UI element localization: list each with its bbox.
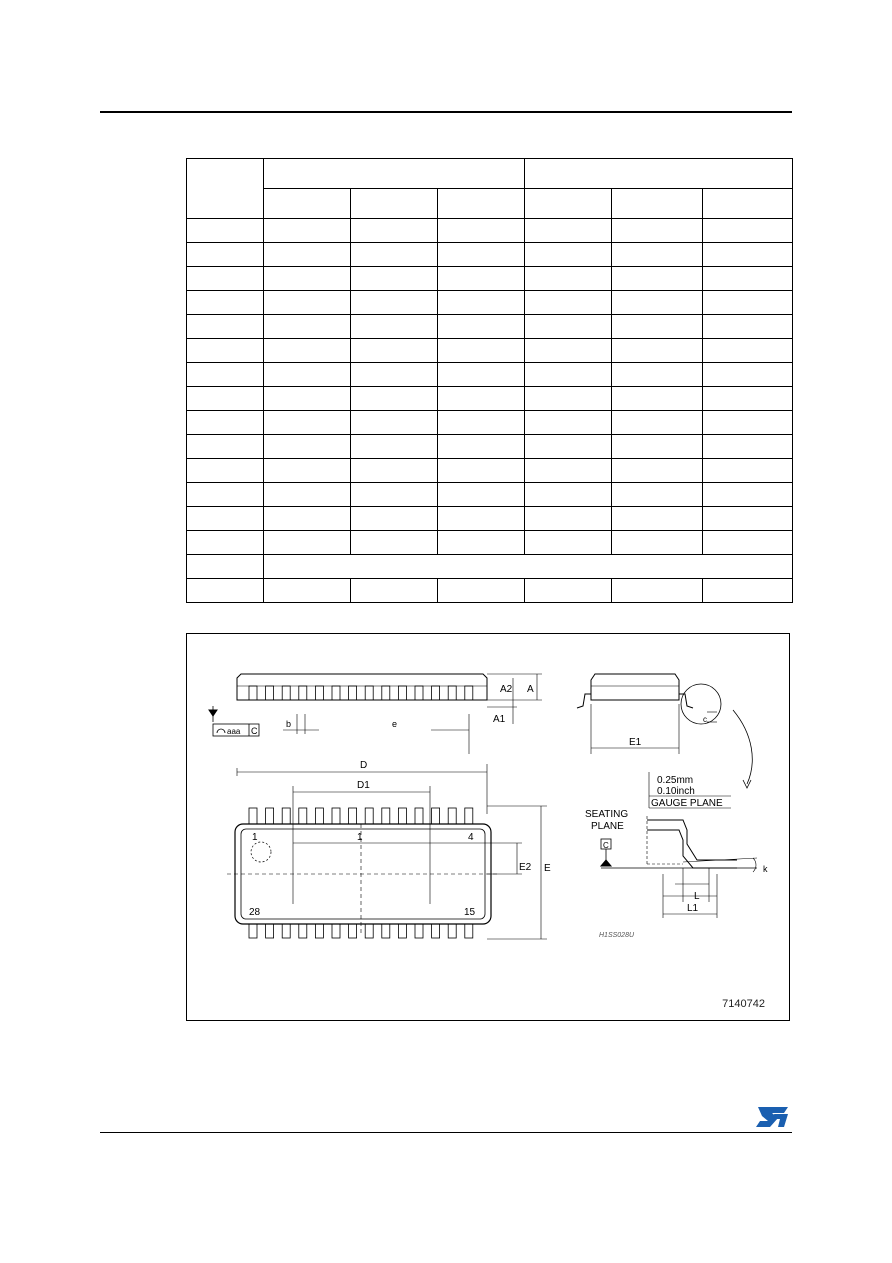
elevation-lead <box>332 686 340 700</box>
pin-15-label: 15 <box>464 907 476 918</box>
plan-lead-top <box>432 808 440 824</box>
dim-d-label: D <box>360 760 368 771</box>
elevation-lead <box>448 686 456 700</box>
table-row-merged <box>187 555 793 579</box>
drawing-id: 7140742 <box>722 998 765 1010</box>
header-rule <box>100 111 792 113</box>
table-row <box>187 483 793 507</box>
pin-28-label: 28 <box>249 907 261 918</box>
plan-lead-bottom <box>349 924 357 938</box>
plan-view <box>227 764 547 939</box>
plan-leads-top <box>249 808 473 824</box>
mm-group-header <box>264 159 525 189</box>
dim-e-pitch-label: e <box>392 719 398 729</box>
elevation-lead <box>398 686 406 700</box>
dim-l-label: L <box>694 891 700 902</box>
gauge-mm-label: 0.25mm <box>657 775 694 786</box>
table-row <box>187 507 793 531</box>
plan-lead-top <box>365 808 373 824</box>
plan-lead-bottom <box>249 924 257 938</box>
plan-lead-bottom <box>465 924 473 938</box>
gauge-plane-label: GAUGE PLANE <box>651 798 723 809</box>
detail-sub-id: H1SS028U <box>599 932 635 939</box>
elevation-lead <box>282 686 290 700</box>
plan-lead-top <box>332 808 340 824</box>
plan-lead-top <box>282 808 290 824</box>
elevation-lead <box>315 686 323 700</box>
plan-lead-bottom <box>282 924 290 938</box>
table-row <box>187 267 793 291</box>
plan-lead-top <box>448 808 456 824</box>
footer-rule <box>100 1132 792 1133</box>
table-row <box>187 531 793 555</box>
plan-lead-bottom <box>299 924 307 938</box>
pin-1-label: 1 <box>252 832 258 843</box>
plan-lead-top <box>249 808 257 824</box>
pin-4-label: 4 <box>468 832 474 843</box>
seating-ref-label: C <box>603 841 609 850</box>
dim-e-label: E <box>544 863 551 874</box>
elevation-lead <box>365 686 373 700</box>
elevation-lead <box>415 686 423 700</box>
plan-lead-top <box>299 808 307 824</box>
plan-lead-top <box>315 808 323 824</box>
dim-a1-label: A1 <box>493 714 506 725</box>
plan-lead-bottom <box>415 924 423 938</box>
pin-center-label: 1 <box>357 832 363 843</box>
table-row <box>187 243 793 267</box>
dim-k-label: k <box>763 864 768 874</box>
plan-lead-bottom <box>382 924 390 938</box>
table-row <box>187 459 793 483</box>
st-logo-icon <box>754 1105 790 1129</box>
aaa-ref-label: C <box>251 726 258 736</box>
table-row <box>187 291 793 315</box>
table-row <box>187 219 793 243</box>
elevation-leads <box>249 686 473 700</box>
dimensions-table <box>186 158 793 603</box>
package-drawing <box>186 633 790 1021</box>
dim-e2-label: E2 <box>519 862 532 873</box>
table-row <box>187 315 793 339</box>
side-view <box>577 674 752 788</box>
elevation-lead <box>382 686 390 700</box>
table-subheader-row <box>187 189 793 219</box>
elevation-lead <box>465 686 473 700</box>
plan-lead-top <box>382 808 390 824</box>
dim-l1-label: L1 <box>687 903 699 914</box>
elevation-lead <box>249 686 257 700</box>
table-row <box>187 579 793 603</box>
plan-lead-bottom <box>266 924 274 938</box>
plan-lead-bottom <box>365 924 373 938</box>
symbol-header-cell <box>187 159 264 219</box>
seating-label-1: SEATING <box>585 809 629 820</box>
aaa-label: aaa <box>227 727 241 736</box>
dim-b-label: b <box>286 719 292 729</box>
plan-lead-bottom <box>332 924 340 938</box>
plan-lead-top <box>349 808 357 824</box>
dim-c-label: c <box>703 715 707 724</box>
table-row <box>187 411 793 435</box>
plan-lead-top <box>398 808 406 824</box>
table-row <box>187 387 793 411</box>
gauge-inch-label: 0.10inch <box>657 786 695 797</box>
elevation-lead <box>299 686 307 700</box>
dim-d1-label: D1 <box>357 780 370 791</box>
plan-lead-top <box>415 808 423 824</box>
plan-lead-bottom <box>448 924 456 938</box>
inch-group-header <box>525 159 793 189</box>
table-row <box>187 435 793 459</box>
elevation-lead <box>266 686 274 700</box>
dim-a-label: A <box>527 684 534 695</box>
table-row <box>187 339 793 363</box>
dim-a2-label: A2 <box>500 684 513 695</box>
elevation-lead <box>349 686 357 700</box>
plan-lead-bottom <box>398 924 406 938</box>
seating-label-2: PLANE <box>591 821 624 832</box>
elevation-lead <box>432 686 440 700</box>
plan-lead-bottom <box>432 924 440 938</box>
table-row <box>187 363 793 387</box>
plan-lead-bottom <box>315 924 323 938</box>
plan-lead-top <box>266 808 274 824</box>
plan-lead-top <box>465 808 473 824</box>
dim-e1-label: E1 <box>629 737 642 748</box>
table-header-row <box>187 159 793 189</box>
